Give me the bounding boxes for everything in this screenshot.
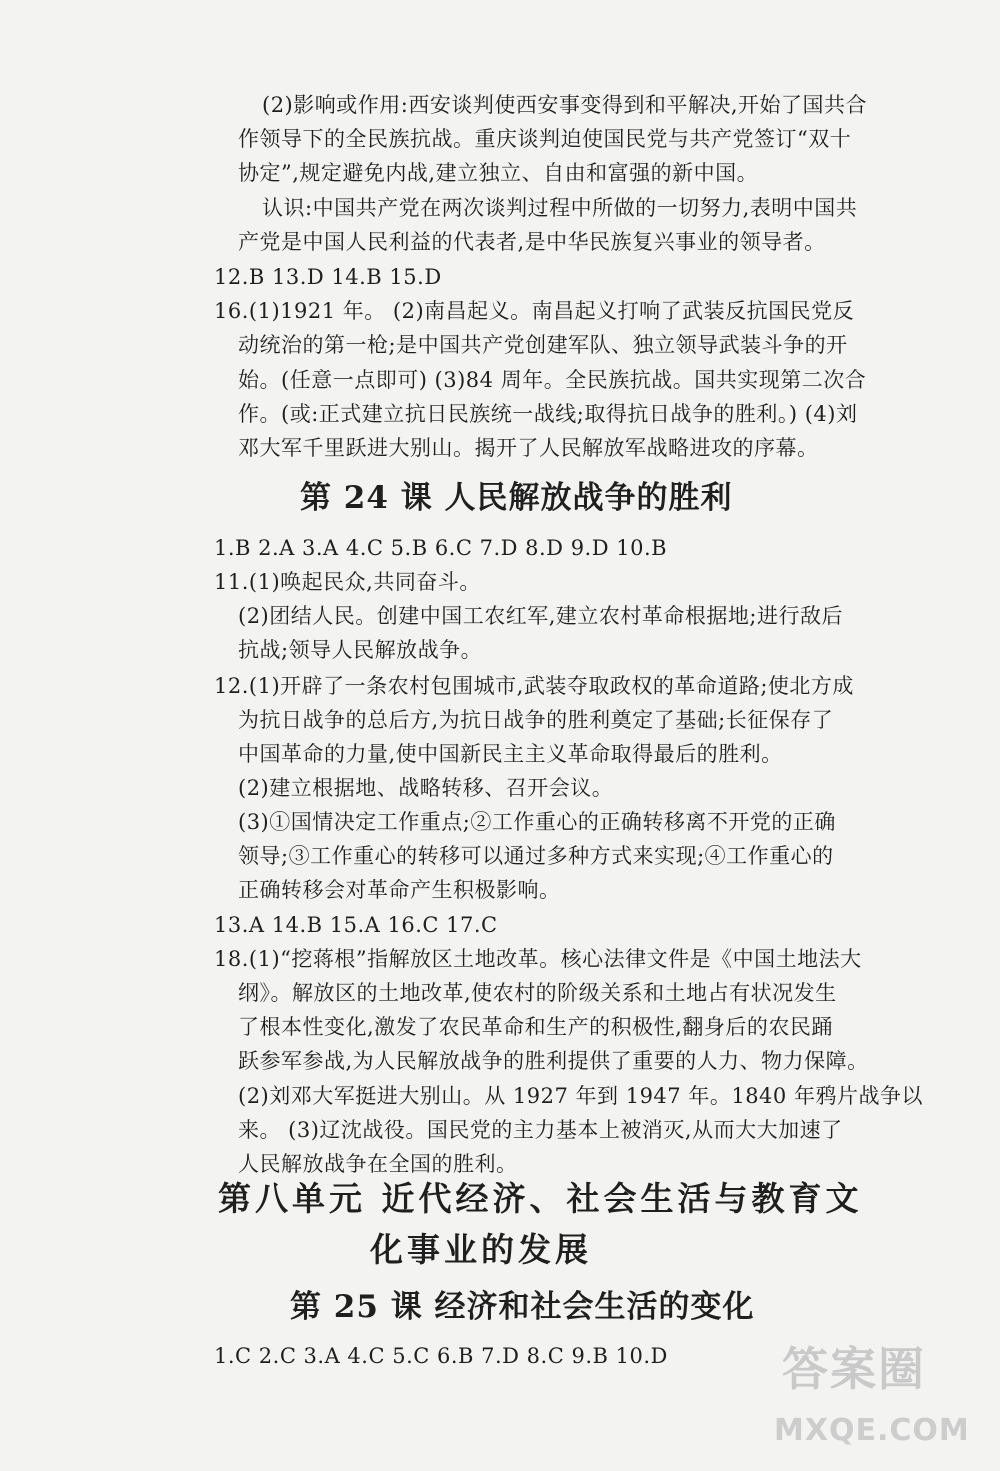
text-line: (3)①国情决定工作重点;②工作重心的正确转移离不开党的正确 bbox=[238, 810, 836, 834]
text-line: 始。(任意一点即可) (3)84 周年。全民族抗战。国共实现第二次合 bbox=[238, 368, 867, 392]
answer-line: 12.B 13.D 14.B 15.D bbox=[214, 265, 442, 289]
text-line: 纲》。解放区的土地改革,使农村的阶级关系和土地占有状况发生 bbox=[238, 981, 837, 1005]
text-line: 12.(1)开辟了一条农村包围城市,武装夺取政权的革命道路;使北方成 bbox=[214, 674, 854, 698]
answer-line: 1.B 2.A 3.A 4.C 5.B 6.C 7.D 8.D 9.D 10.B bbox=[214, 536, 668, 560]
text-line: 正确转移会对革命产生积极影响。 bbox=[238, 878, 561, 902]
text-line: 人民解放战争在全国的胜利。 bbox=[238, 1152, 518, 1176]
text-line: 作。(或:正式建立抗日民族统一战线;取得抗日战争的胜利。) (4)刘 bbox=[238, 402, 858, 426]
text-line: 抗战;领导人民解放战争。 bbox=[238, 638, 483, 662]
text-line: (2)刘邓大军挺进大别山。从 1927 年到 1947 年。1840 年鸦片战争以 bbox=[238, 1084, 923, 1108]
answer-line: 13.A 14.B 15.A 16.C 17.C bbox=[214, 913, 498, 937]
text-line: 为抗日战争的总后方,为抗日战争的胜利奠定了基础;长征保存了 bbox=[238, 708, 834, 732]
text-line: 18.(1)“挖蒋根”指解放区土地改革。核心法律文件是《中国土地法大 bbox=[214, 947, 862, 971]
text-line: 邓大军千里跃进大别山。揭开了人民解放军战略进攻的序幕。 bbox=[238, 436, 819, 460]
text-line: 16.(1)1921 年。 (2)南昌起义。南昌起义打响了武装反抗国民党反 bbox=[214, 299, 855, 323]
text-line: 中国革命的力量,使中国新民主主义革命取得最后的胜利。 bbox=[238, 742, 783, 766]
lesson-heading: 第 25 课 经济和社会生活的变化 bbox=[290, 1289, 755, 1325]
text-line: 产党是中国人民利益的代表者,是中华民族复兴事业的领导者。 bbox=[238, 230, 826, 254]
text-line: 认识:中国共产党在两次谈判过程中所做的一切努力,表明中国共 bbox=[262, 196, 858, 220]
text-line: (2)影响或作用:西安谈判使西安事变得到和平解决,开始了国共合 bbox=[262, 93, 867, 117]
unit-heading-continued: 化事业的发展 bbox=[370, 1230, 592, 1269]
text-line: 作领导下的全民族抗战。重庆谈判迫使国民党与共产党签订“双十 bbox=[238, 127, 852, 151]
site-watermark bbox=[762, 1333, 982, 1463]
text-line: 领导;③工作重心的转移可以通过多种方式来实现;④工作重心的 bbox=[238, 844, 834, 868]
text-line: 跃参军参战,为人民解放战争的胜利提供了重要的人力、物力保障。 bbox=[238, 1049, 869, 1073]
unit-heading: 第八单元 近代经济、社会生活与教育文 bbox=[218, 1179, 863, 1218]
text-line: 协定”,规定避免内战,建立独立、自由和富强的新中国。 bbox=[238, 161, 759, 185]
text-line: 动统治的第一枪;是中国共产党创建军队、独立领导武装斗争的开 bbox=[238, 333, 848, 357]
answer-line: 1.C 2.C 3.A 4.C 5.C 6.B 7.D 8.C 9.B 10.D bbox=[214, 1344, 668, 1368]
text-line: 来。 (3)辽沈战役。国民党的主力基本上被消灭,从而大大加速了 bbox=[238, 1118, 843, 1142]
lesson-heading: 第 24 课 人民解放战争的胜利 bbox=[300, 480, 733, 516]
watermark-url: MXQE.COM bbox=[774, 1413, 970, 1448]
text-line: (2)团结人民。创建中国工农红军,建立农村革命根据地;进行敌后 bbox=[238, 604, 843, 628]
text-line: (2)建立根据地、战略转移、召开会议。 bbox=[238, 776, 614, 800]
text-line: 了根本性变化,激发了农民革命和生产的积极性,翻身后的农民踊 bbox=[238, 1015, 833, 1039]
text-line: 11.(1)唤起民众,共同奋斗。 bbox=[214, 570, 481, 594]
watermark-logo-text: 答案圈 bbox=[782, 1342, 926, 1396]
